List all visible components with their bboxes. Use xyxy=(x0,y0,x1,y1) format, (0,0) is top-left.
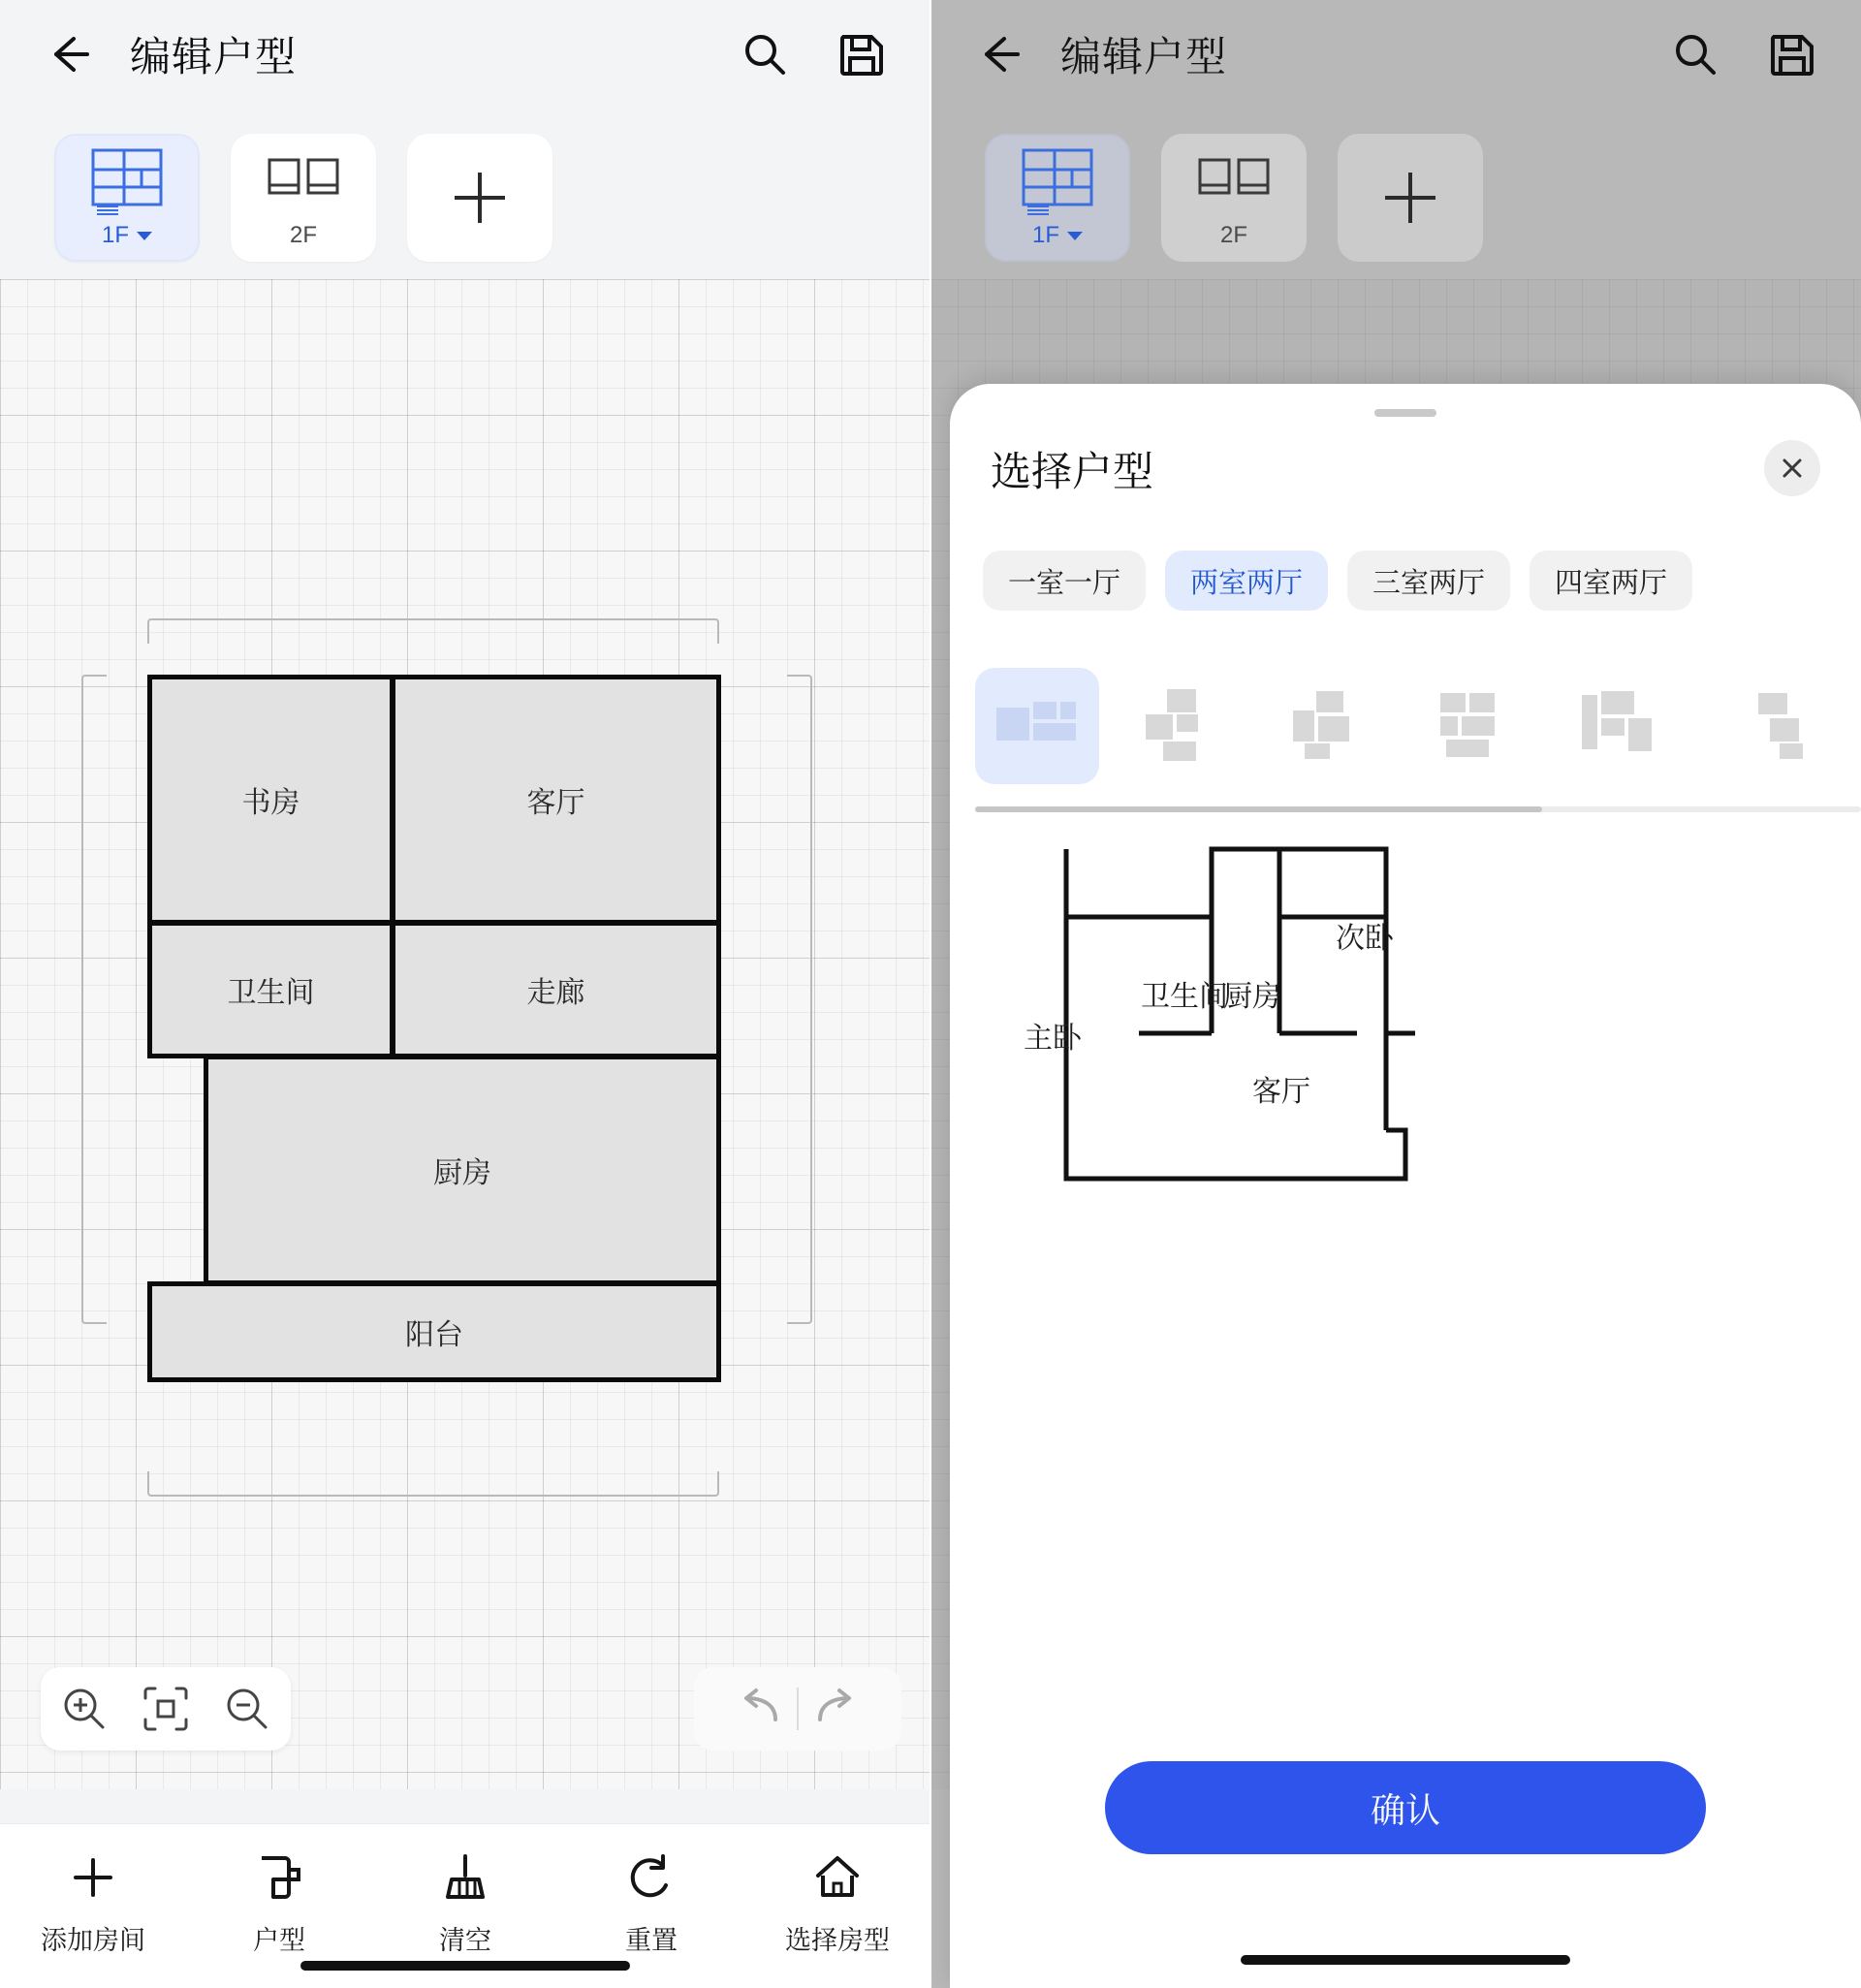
save-icon[interactable] xyxy=(836,28,888,80)
layout-option-4[interactable] xyxy=(1411,668,1535,784)
floor-selector xyxy=(930,109,1861,262)
room-living[interactable] xyxy=(391,675,721,925)
room-corridor[interactable] xyxy=(391,921,721,1058)
nav-add-room[interactable] xyxy=(0,1849,186,1957)
room-label: 书房 xyxy=(241,787,300,819)
plus-icon xyxy=(66,1849,120,1906)
scrollbar-thumb[interactable] xyxy=(975,806,1542,812)
nav-select-house-type[interactable] xyxy=(744,1849,930,1957)
preview-room-label-second: 次卧 xyxy=(1336,923,1394,955)
nav-layout[interactable] xyxy=(186,1849,372,1957)
save-icon[interactable] xyxy=(1766,28,1818,80)
page-title: 编辑户型 xyxy=(1060,34,1228,79)
selection-handle-right[interactable] xyxy=(787,675,812,1324)
fit-to-screen-icon[interactable] xyxy=(134,1677,198,1741)
chip-2room2hall[interactable] xyxy=(1165,551,1328,611)
home-indicator xyxy=(300,1961,630,1971)
floor-label-text: 1F xyxy=(1031,222,1059,248)
layout-thumbnail-list[interactable] xyxy=(975,663,1861,789)
room-label: 厨房 xyxy=(433,1157,491,1189)
room-label: 卫生间 xyxy=(227,977,315,1009)
reset-icon xyxy=(624,1849,678,1906)
history-controls xyxy=(694,1667,901,1751)
nav-clear[interactable] xyxy=(372,1849,558,1957)
floor-label-text: 1F xyxy=(101,222,129,248)
chip-label: 一室一厅 xyxy=(1008,567,1121,599)
nav-label: 重置 xyxy=(625,1926,678,1955)
plus-icon xyxy=(1385,173,1435,223)
layout-list-scrollbar[interactable] xyxy=(975,806,1861,814)
home-indicator xyxy=(1241,1955,1570,1965)
selection-handle-bottom[interactable] xyxy=(147,1471,719,1497)
zoom-in-icon[interactable] xyxy=(52,1677,116,1741)
room-balcony[interactable] xyxy=(147,1281,721,1382)
page-title: 编辑户型 xyxy=(130,34,298,79)
layout-option-6[interactable] xyxy=(1702,668,1826,784)
floor-label-1f xyxy=(1032,222,1083,249)
floorplan xyxy=(107,657,785,1433)
floor-card-2f[interactable] xyxy=(231,134,376,262)
preview-room-label-master: 主卧 xyxy=(1024,1023,1082,1055)
plus-icon xyxy=(455,173,505,223)
preview-room-label-bath: 卫生间 xyxy=(1141,981,1228,1013)
zoom-controls xyxy=(41,1667,291,1751)
floor-card-2f[interactable] xyxy=(1161,134,1307,262)
arrow-left-icon[interactable] xyxy=(43,27,97,81)
floor-label-2f xyxy=(290,222,317,249)
floorplan-canvas[interactable] xyxy=(0,279,930,1789)
room-label: 走廊 xyxy=(526,977,585,1009)
floorplan-thumb-2f xyxy=(1192,146,1276,218)
chip-4room2hall[interactable] xyxy=(1530,551,1692,611)
zoom-out-icon[interactable] xyxy=(215,1677,279,1741)
pane-sheet xyxy=(930,0,1861,1988)
add-floor-button[interactable] xyxy=(1338,134,1483,262)
chevron-down-icon[interactable] xyxy=(1067,232,1083,240)
arrow-left-icon[interactable] xyxy=(973,27,1027,81)
search-icon[interactable] xyxy=(1669,28,1721,80)
left-topbar-actions xyxy=(739,28,888,80)
search-icon[interactable] xyxy=(739,28,791,80)
sheet-drag-handle[interactable] xyxy=(1374,409,1436,417)
house-type-sheet xyxy=(950,384,1861,1988)
floor-card-1f[interactable] xyxy=(985,134,1130,262)
layout-icon xyxy=(252,1849,306,1906)
chevron-down-icon[interactable] xyxy=(137,232,152,240)
floorplan-thumb-2f xyxy=(262,146,345,218)
preview-room-label-living: 客厅 xyxy=(1252,1076,1310,1108)
room-bathroom[interactable] xyxy=(147,921,394,1058)
chip-label: 两室两厅 xyxy=(1190,567,1304,599)
add-floor-button[interactable] xyxy=(407,134,552,262)
chip-1room1hall[interactable] xyxy=(983,551,1146,611)
pane-divider xyxy=(930,0,931,1988)
nav-reset[interactable] xyxy=(558,1849,744,1957)
selection-handle-top[interactable] xyxy=(147,618,719,644)
chip-3room2hall[interactable] xyxy=(1347,551,1510,611)
redo-icon[interactable] xyxy=(799,1677,882,1741)
nav-label: 清空 xyxy=(439,1926,491,1955)
nav-label: 添加房间 xyxy=(41,1926,145,1955)
chip-label: 四室两厅 xyxy=(1555,567,1668,599)
nav-label: 选择房型 xyxy=(785,1926,890,1955)
room-kitchen[interactable] xyxy=(204,1055,721,1285)
layout-option-3[interactable] xyxy=(1266,668,1390,784)
house-type-filter-chips xyxy=(983,551,1692,611)
layout-option-2[interactable] xyxy=(1120,668,1245,784)
layout-option-5[interactable] xyxy=(1557,668,1681,784)
nav-label: 户型 xyxy=(253,1926,305,1955)
confirm-button[interactable]: 确认 xyxy=(1105,1761,1706,1854)
floor-label-text: 2F xyxy=(289,222,317,248)
layout-preview xyxy=(950,839,1861,1576)
floorplan-thumb-1f xyxy=(85,146,169,218)
preview-room-label-kitchen: 厨房 xyxy=(1223,981,1281,1013)
floor-card-1f[interactable] xyxy=(54,134,200,262)
floor-label-text: 2F xyxy=(1219,222,1247,248)
chip-label: 三室两厅 xyxy=(1372,567,1486,599)
selection-handle-left[interactable] xyxy=(81,675,107,1324)
right-topbar xyxy=(930,0,1861,109)
sheet-title: 选择户型 xyxy=(991,449,1154,494)
home-icon xyxy=(810,1849,865,1906)
floor-label-2f xyxy=(1220,222,1247,249)
close-icon[interactable] xyxy=(1764,440,1820,496)
room-study[interactable] xyxy=(147,675,394,925)
pane-editor xyxy=(0,0,930,1988)
layout-option-1[interactable] xyxy=(975,668,1099,784)
floor-selector xyxy=(0,109,930,262)
room-label: 阳台 xyxy=(405,1319,463,1351)
right-topbar-actions xyxy=(1669,28,1818,80)
left-topbar xyxy=(0,0,930,109)
room-label: 客厅 xyxy=(526,787,585,819)
floorplan-thumb-1f xyxy=(1016,146,1099,218)
floor-label-1f xyxy=(102,222,152,249)
undo-icon[interactable] xyxy=(713,1677,797,1741)
broom-icon xyxy=(438,1849,492,1906)
